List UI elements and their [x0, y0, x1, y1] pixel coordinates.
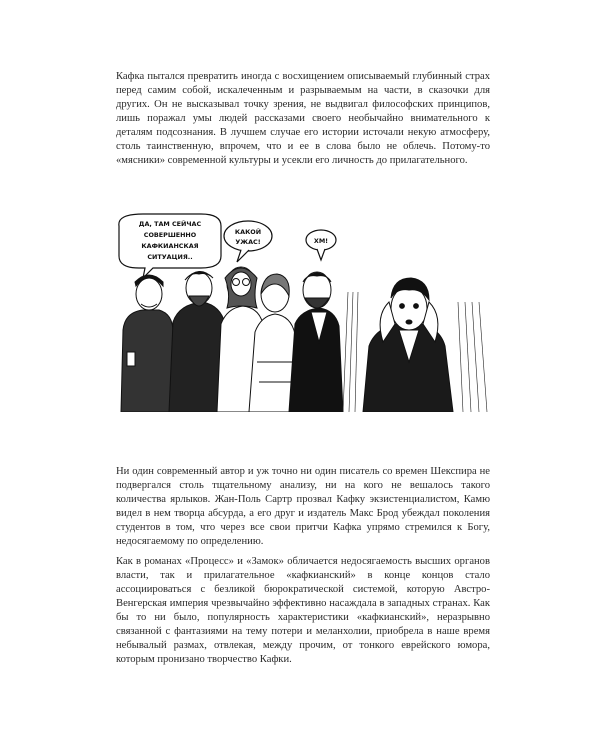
- bubble2-line1: КАКОЙ: [234, 228, 262, 236]
- paragraph-kafkaesque: Как в романах «Процесс» и «Замок» обличается недосягаемость высших органов власти, так и прилагательное «кафкианский» в конце концов стало ассоциироваться с безликой бюрократической системой, которую Австро-Венгерская империя чрезвычайно эффективно насаждала в западных странах. Как бы то ни было, популярность характеристики «кафкианский», неразрывно связанной с фантазиями на тему потери и меланхолии, приобрела в наше время небывалый размах, отвлекая, между прочим, от тонкого еврейского юмора, которым пронизано творчество Кафки.: [116, 556, 490, 665]
- bubble1-line4: СИТУАЦИЯ..: [147, 253, 193, 261]
- bubble1-line2: СОВЕРШЕННО: [143, 231, 197, 239]
- comic-illustration: [113, 212, 491, 412]
- paragraph-interpretations: Ни один современный автор и уж точно ни один писатель со времен Шекспира не подвергался столь тщательному анализу, ни на кого не вешалось такого количества ярлыков. Жан-Поль Сартр прозвал Кафку экзистенциалистом, Камю видел в нем творца абсурда, а его друг и издатель Макс Брод убеждал поколения студентов в том, что через все свои притчи Кафка упрямо стремился к Богу, недосягаемому по определению.: [116, 466, 490, 547]
- bubble3-text: ХМ!: [313, 237, 329, 245]
- bubble1-line3: КАФКИАНСКАЯ: [141, 242, 199, 250]
- bubble2-line2: УЖАС!: [235, 238, 261, 246]
- bubble1-line1: ДА, ТАМ СЕЙЧАС: [138, 220, 202, 228]
- speech-bubble-horror: [224, 221, 272, 262]
- figure-man-left: [121, 275, 175, 412]
- figure-kafka: [363, 278, 453, 412]
- figure-man-suit: [289, 272, 343, 412]
- crowd-drawing: [121, 267, 487, 412]
- paragraph-intro: Кафка пытался превратить иногда с восхищением описываемый глубинный страх перед самим собой, искалеченным и разрываемым на части, в сказочки для других. Он не высказывал точку зрения, не выдвигал философских принципов, лишь поражал умы людей рассказами своего необычайно внимательного к деталям подсознания. В лучшем случае его истории источали некую атмосферу, столь таинственную, впрочем, что и ее в слова было не облечь. Потому-то «мясники» современной культуры и усекли его личность до прилагательного.: [116, 71, 490, 166]
- speech-bubble-hm: [306, 230, 336, 260]
- speech-bubble-kafkaesque: [119, 214, 221, 278]
